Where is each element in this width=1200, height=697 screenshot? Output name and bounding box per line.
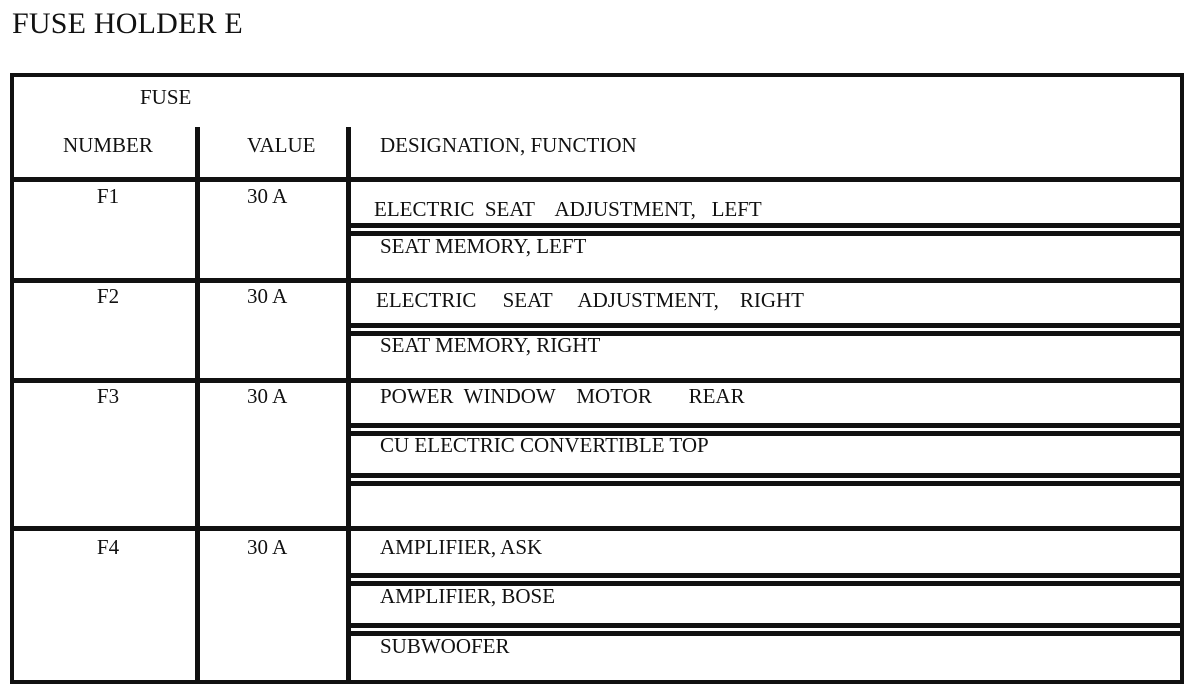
- page-title: FUSE HOLDER E: [12, 7, 243, 40]
- fuse-number: F3: [96, 384, 120, 408]
- fuse-number: F1: [96, 184, 120, 208]
- header-divider-value-designation: [346, 127, 351, 178]
- fuse-value: 30 A: [247, 384, 288, 408]
- subrow-rule: [346, 223, 1184, 228]
- column-divider-number-value: [195, 178, 200, 684]
- group-rule-f4: [14, 526, 1184, 531]
- fuse-function: ELECTRIC SEAT ADJUSTMENT, LEFT: [374, 197, 762, 221]
- subrow-rule: [346, 473, 1184, 478]
- group-rule-f3: [14, 378, 1184, 383]
- header-fuse: FUSE: [140, 85, 192, 109]
- subrow-rule: [346, 423, 1184, 428]
- fuse-number: F4: [96, 535, 120, 559]
- header-bottom-rule: [14, 177, 1184, 182]
- fuse-function: AMPLIFIER, BOSE: [380, 584, 556, 608]
- subrow-rule: [346, 573, 1184, 578]
- fuse-function: POWER WINDOW MOTOR REAR: [380, 384, 745, 408]
- fuse-table: [10, 73, 1184, 684]
- group-rule-f2: [14, 278, 1184, 283]
- fuse-value: 30 A: [247, 535, 288, 559]
- subrow-rule: [346, 623, 1184, 628]
- header-number: NUMBER: [63, 133, 153, 157]
- fuse-function: SEAT MEMORY, RIGHT: [380, 333, 601, 357]
- fuse-function: SUBWOOFER: [380, 634, 510, 658]
- subrow-rule: [346, 323, 1184, 328]
- fuse-function: SEAT MEMORY, LEFT: [380, 234, 587, 258]
- fuse-number: F2: [96, 284, 120, 308]
- fuse-function: CU ELECTRIC CONVERTIBLE TOP: [380, 433, 709, 457]
- fuse-value: 30 A: [247, 184, 288, 208]
- header-value: VALUE: [247, 133, 316, 157]
- header-designation: DESIGNATION, FUNCTION: [380, 133, 637, 157]
- fuse-function: AMPLIFIER, ASK: [380, 535, 543, 559]
- subrow-rule: [346, 481, 1184, 486]
- header-divider-number-value: [195, 127, 200, 178]
- fuse-function: ELECTRIC SEAT ADJUSTMENT, RIGHT: [376, 288, 804, 312]
- fuse-value: 30 A: [247, 284, 288, 308]
